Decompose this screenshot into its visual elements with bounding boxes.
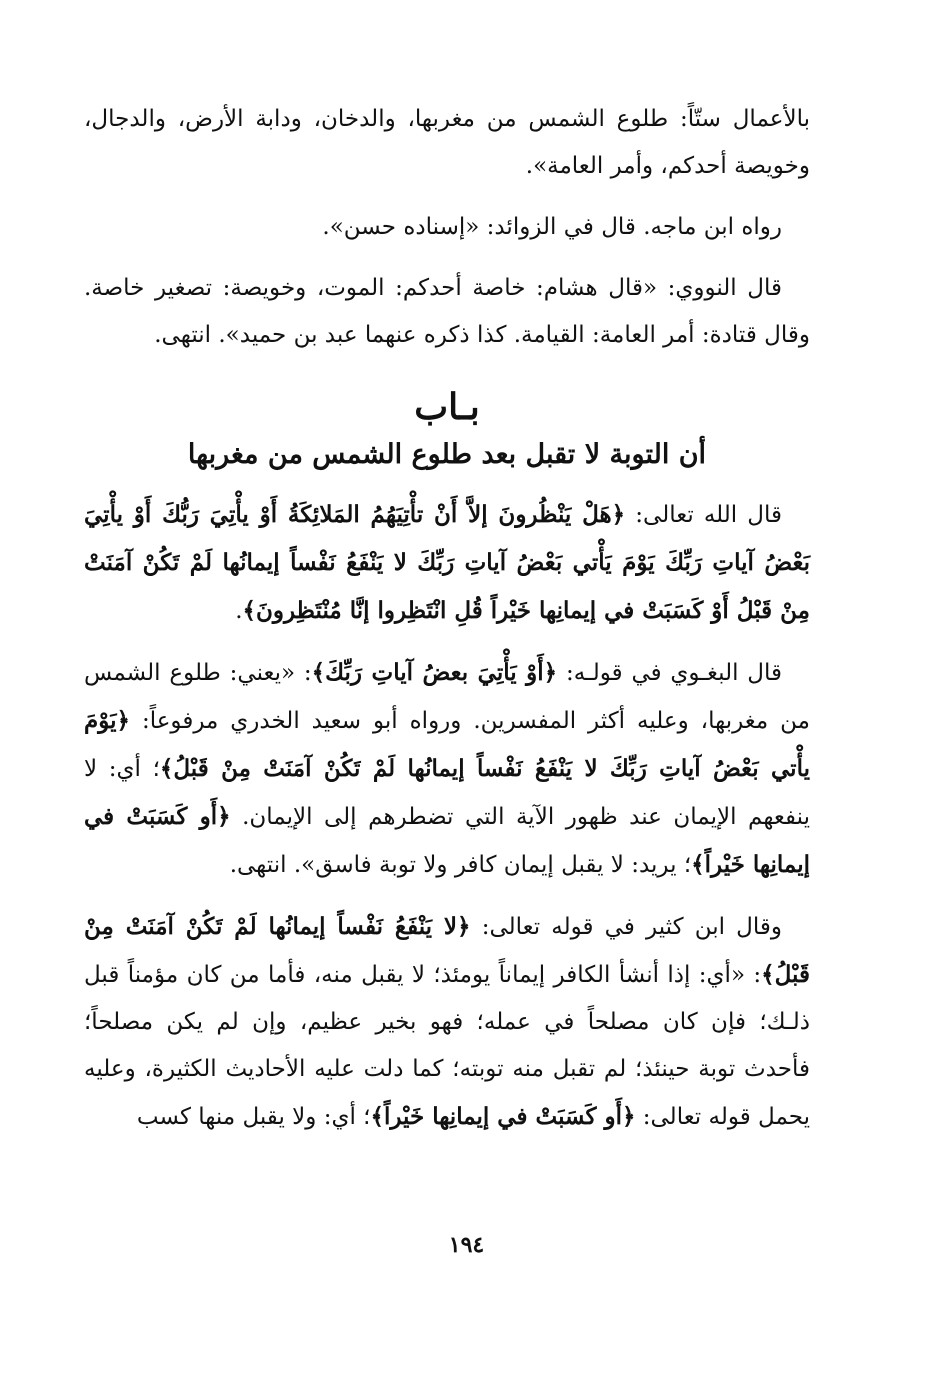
baghawi-text-d: ؛ يريد: لا يقبل إيمان كافر ولا توبة فاسق». انتهى. [229,852,692,878]
baghawi-text-b: : «يعني: طلوع الشمس من مغربها، وعليه أكثر المفسرين. ورواه أبو سعيد الخدري مرفوعاً: [84,660,810,734]
ibn-kathir-verse-2: ﴿أَو كَسَبَتْ في إيمانِها خَيْراً﴾ [370,1103,636,1130]
baghawi-verse-2: ﴿يَوْمَ يأْتي بَعْضُ آياتِ رَبِّكَ لا يَنْفَعُ نَفْساً إيمانُها لَمْ تَكُنْ آمَنَتْ مِنْ قَبْلُ﴾ [84,707,810,782]
baghawi-verse-3: ﴿أَو كَسَبَتْ في إيمانِها خَيْراً﴾ [84,803,810,878]
baghawi-text-a: قال البغـوي في قولـه: [557,660,783,686]
chapter-heading: بـاب [414,386,480,428]
paragraph-quran-verse [84,491,810,635]
chapter-title: أن التوبة لا تقبل بعد طلوع الشمس من مغربها [187,439,707,470]
ibn-kathir-text-b: : «أي: إذا أنشأ الكافر إيماناً يومئذ؛ لا يقبل منه، فأما من كان مؤمناً قبل ذلـك؛ فإن كان مصلحاً في عمله؛ فهو بخير عظيم، وإن لم يكن مصلحاً؛ فأحدث توبة حينئذ؛ لم تقبل منه توبته؛ كما دلت عليه الأحاديث الكثيرة، وعليه يحمل قوله تعالى: [84,962,810,1130]
paragraph-hadith-end: بالأعمال ستّاً: طلوع الشمس من مغربها، والدخان، ودابة الأرض، والدجال، وخويصة أحدكم، وأمر العامة». [84,106,810,179]
page-body [84,96,810,1141]
paragraph-baghawi [84,649,810,889]
paragraph-ibn-majah: رواه ابن ماجه. قال في الزوائد: «إسناده حسن». [322,214,782,240]
verse-intro: قال الله تعالى: [625,502,782,528]
paragraph-nawawi: قال النووي: «قال هشام: خاصة أحدكم: الموت، وخويصة: تصغير خاصة. وقال قتادة: أمر العامة: القيامة. كذا ذكره عنهما عبد بن حميد». انتهى. [84,275,810,348]
ibn-kathir-text-a: وقال ابن كثير في قوله تعالى: [470,914,782,940]
page-number: ١٩٤ [448,1232,485,1258]
baghawi-text-c: ؛ أي: لا ينفعهم الإيمان عند ظهور الآية التي تضطرهم إلى الإيمان. [84,756,810,830]
quran-verse: ﴿هَلْ يَنْظُرونَ إلاَّ أَنْ تأْتِيَهُمُ المَلائِكَةُ أَوْ يأْتِيَ رَبُّكَ أَوْ يأْتِيَ بَعْضُ آياتِ رَبِّكَ يَوْمَ يَأْتي بَعْضُ آياتِ رَبِّكَ لا يَنْفَعُ نَفْساً إيمانُها لَمْ تَكُنْ آمَنَتْ مِنْ قَبْلُ أَوْ كَسَبَتْ في إيمانِها خَيْراً قُلِ انْتَظِروا إنَّا مُنْتَظِرونَ﴾ [84,501,810,624]
ibn-kathir-verse-1: ﴿لا يَنْفَعُ نَفْساً إيمانُها لَمْ تَكُنْ آمَنَتْ مِنْ قَبْلُ﴾ [84,913,810,988]
verse-end: . [235,598,243,624]
ibn-kathir-text-c: ؛ أي: ولا يقبل منها كسب [136,1104,371,1130]
paragraph-ibn-kathir [84,903,810,1141]
baghawi-verse-1: ﴿أَوْ يَأْتِيَ بعضُ آياتِ رَبِّكَ﴾ [311,659,558,686]
